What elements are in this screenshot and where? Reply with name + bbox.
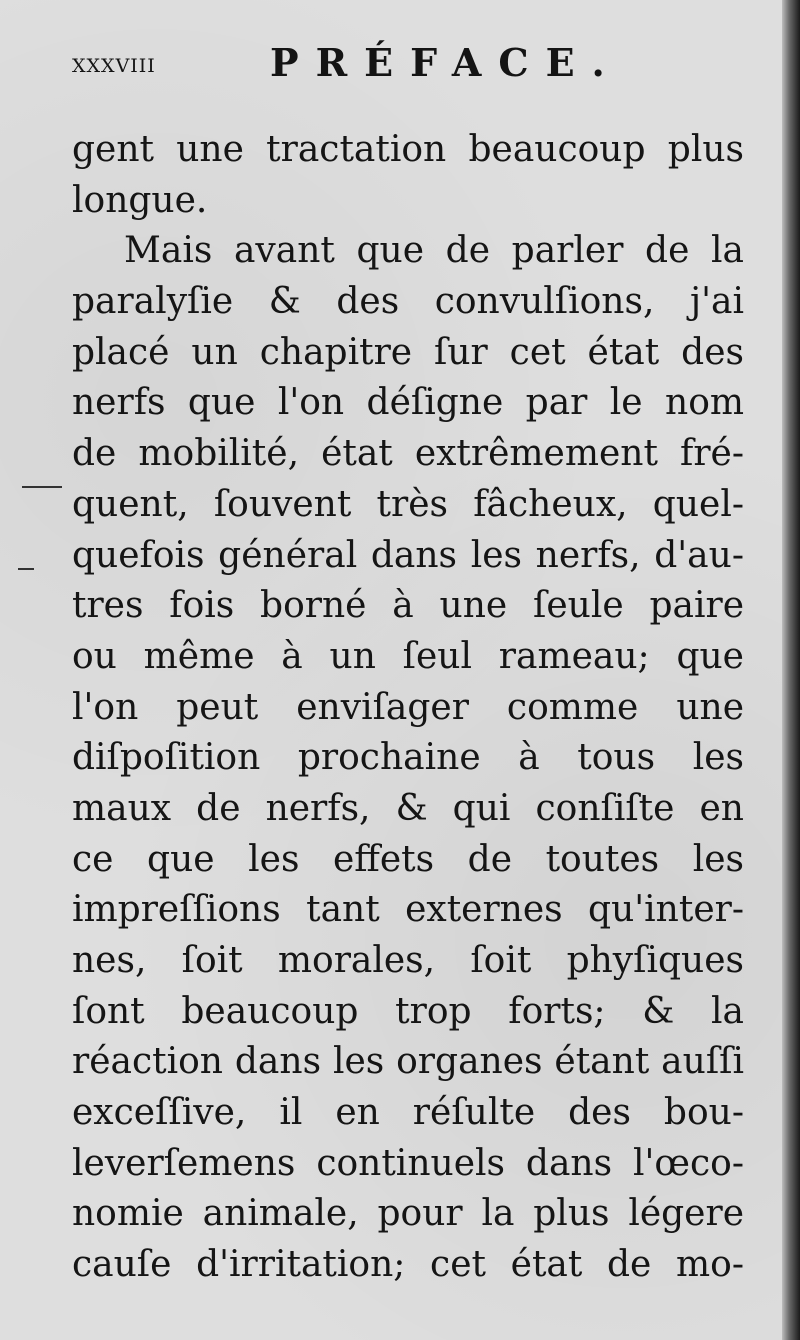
text-line: diſpoſition prochaine à tous les [72, 737, 744, 779]
page-header [72, 40, 752, 90]
text-line: tres fois borné à une ſeule paire [72, 585, 744, 627]
text-line: longue. [72, 179, 208, 221]
page-edge-shadow [782, 0, 800, 1340]
text-line: réaction dans les organes étant auſſi [72, 1041, 744, 1083]
text-line: de mobilité, état extrêmement fré- [72, 433, 744, 475]
text-line: cauſe d'irritation; cet état de mo- [72, 1244, 744, 1286]
text-line: ſont beaucoup trop forts; & la [72, 990, 744, 1032]
running-title: PRÉFACE. [270, 40, 622, 85]
text-line: leverſemens continuels dans l'œco- [72, 1142, 744, 1184]
body-text [72, 125, 744, 1291]
text-line: quent, ſouvent très fâcheux, quel- [72, 483, 744, 525]
text-line: exceſſive, il en réſulte des bou- [72, 1092, 744, 1134]
text-line: Mais avant que de parler de la [124, 230, 744, 272]
text-line: ou même à un ſeul rameau; que [72, 635, 744, 677]
text-line: l'on peut enviſager comme une [72, 686, 744, 728]
text-line: paralyſie & des convulſions, j'ai [72, 281, 744, 323]
text-line: placé un chapitre ſur cet état des [72, 331, 744, 373]
text-line: nerfs que l'on déſigne par le nom [72, 382, 744, 424]
text-line: nomie animale, pour la plus légere [72, 1193, 744, 1235]
page-number: xxxviii [72, 48, 156, 79]
text-line: nes, ſoit morales, ſoit phyſiques [72, 940, 744, 981]
text-line: ce que les effets de toutes les [72, 838, 744, 880]
text-line: maux de nerfs, & qui conſiſte en [72, 787, 744, 829]
margin-mark [22, 486, 62, 488]
text-line: impreſſions tant externes qu'inter- [72, 889, 744, 931]
text-line: gent une tractation beaucoup plus [72, 129, 744, 170]
margin-mark [18, 568, 34, 570]
text-line: quefois général dans les nerfs, d'au- [72, 534, 744, 576]
